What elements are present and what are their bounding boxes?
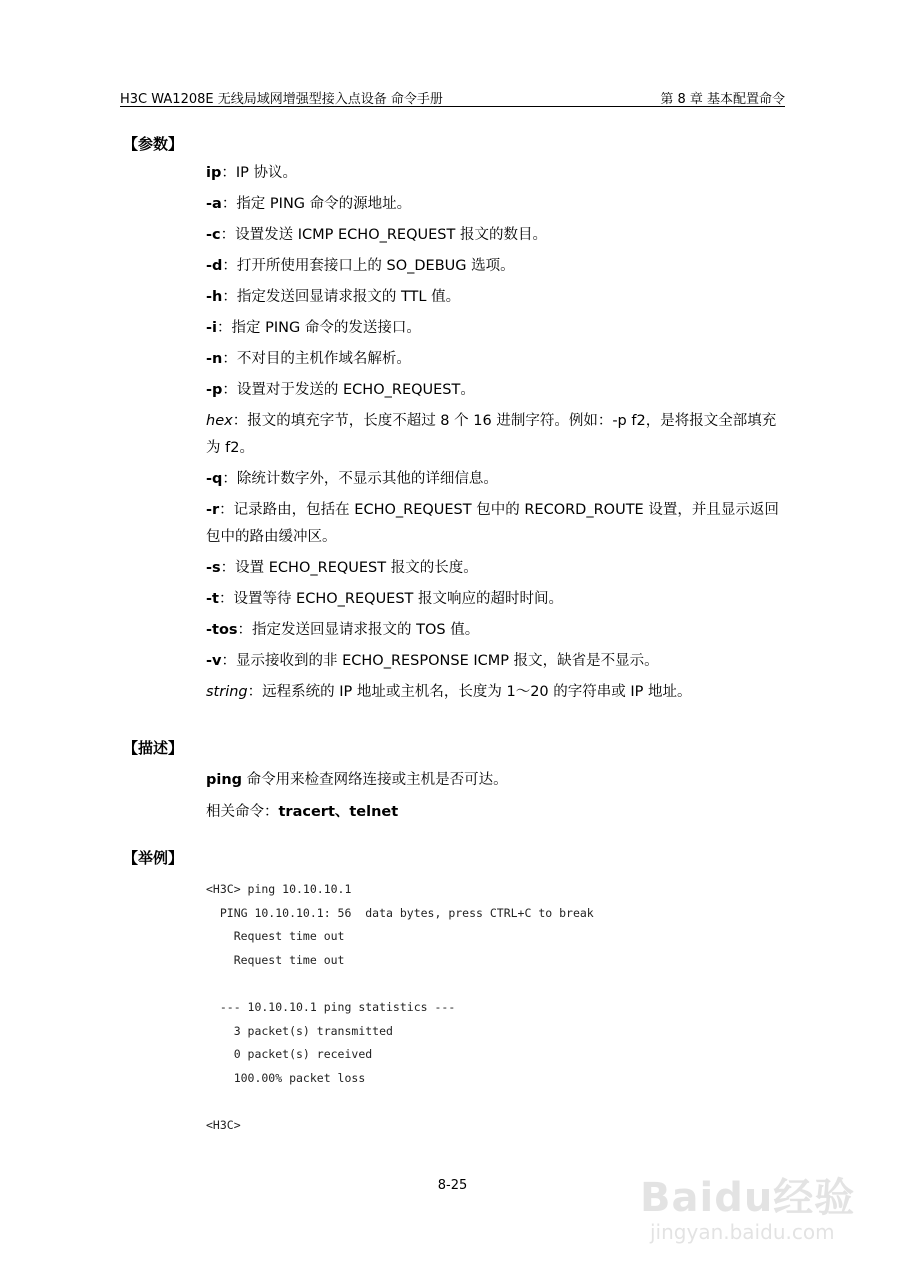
- example-code-block: [206, 878, 594, 1138]
- code-line: --- 10.10.10.1 ping statistics ---: [206, 999, 456, 1014]
- code-line: [206, 1090, 594, 1114]
- param-h: -h：指定发送回显请求报文的 TTL 值。: [206, 289, 461, 305]
- param-ip: ip：IP 协议。: [206, 165, 297, 181]
- param-i: -i：指定 PING 命令的发送接口。: [206, 320, 421, 336]
- code-line: <H3C> ping 10.10.10.1: [206, 882, 352, 896]
- param-v: -v：显示接收到的非 ECHO_RESPONSE ICMP 报文，缺省是不显示。: [206, 653, 659, 669]
- param-d: -d：打开所使用套接口上的 SO_DEBUG 选项。: [206, 258, 515, 274]
- code-line: PING 10.10.10.1: 56 data bytes, press CTRL+C to break: [206, 905, 594, 920]
- param-n: -n：不对目的主机作域名解析。: [206, 351, 411, 367]
- param-p: -p：设置对于发送的 ECHO_REQUEST。: [206, 382, 475, 398]
- param-t: -t：设置等待 ECHO_REQUEST 报文响应的超时时间。: [206, 591, 564, 607]
- code-line: [206, 972, 594, 996]
- param-s: -s：设置 ECHO_REQUEST 报文的长度。: [206, 560, 478, 576]
- watermark-brand: Baidu经验: [640, 1175, 856, 1221]
- header-title: H3C WA1208E 无线局域网增强型接入点设备 命令手册: [120, 92, 443, 107]
- param-c: -c：设置发送 ICMP ECHO_REQUEST 报文的数目。: [206, 227, 547, 243]
- code-line: 0 packet(s) received: [206, 1047, 373, 1062]
- code-line: Request time out: [206, 952, 345, 967]
- section-title-params: 【参数】: [123, 135, 184, 153]
- description-block: [206, 767, 786, 831]
- related-commands: 相关命令：tracert、telnet: [206, 804, 399, 820]
- param-tos: -tos：指定发送回显请求报文的 TOS 值。: [206, 622, 480, 638]
- param-a: -a：指定 PING 命令的源地址。: [206, 196, 412, 212]
- header-chapter: 第 8 章 基本配置命令: [660, 92, 785, 107]
- baidu-watermark: [640, 1140, 870, 1260]
- code-line: <H3C>: [206, 1117, 241, 1132]
- section-title-example: 【举例】: [123, 849, 184, 867]
- header-rule: [120, 106, 785, 107]
- param-string: string：远程系统的 IP 地址或主机名，长度为 1～20 的字符串或 IP 地址。: [206, 684, 692, 700]
- page-header: [120, 84, 785, 108]
- code-line: 100.00% packet loss: [206, 1070, 366, 1085]
- section-title-description: 【描述】: [123, 739, 184, 757]
- param-q: -q：除统计数字外，不显示其他的详细信息。: [206, 471, 498, 487]
- param-r: -r：记录路由，包括在 ECHO_REQUEST 包中的 RECORD_ROUTE 设置，并且显示返回包中的路由缓冲区。: [206, 502, 779, 545]
- watermark-url: jingyan.baidu.com: [650, 1220, 835, 1244]
- page-number: 8-25: [437, 1178, 468, 1193]
- description-line: ping 命令用来检查网络连接或主机是否可达。: [206, 772, 508, 788]
- code-line: Request time out: [206, 929, 345, 944]
- param-hex: hex：报文的填充字节，长度不超过 8 个 16 进制字符。例如：-p f2，是将报文全部填充为 f2。: [206, 413, 777, 456]
- params-list: [206, 160, 786, 710]
- code-line: 3 packet(s) transmitted: [206, 1023, 393, 1038]
